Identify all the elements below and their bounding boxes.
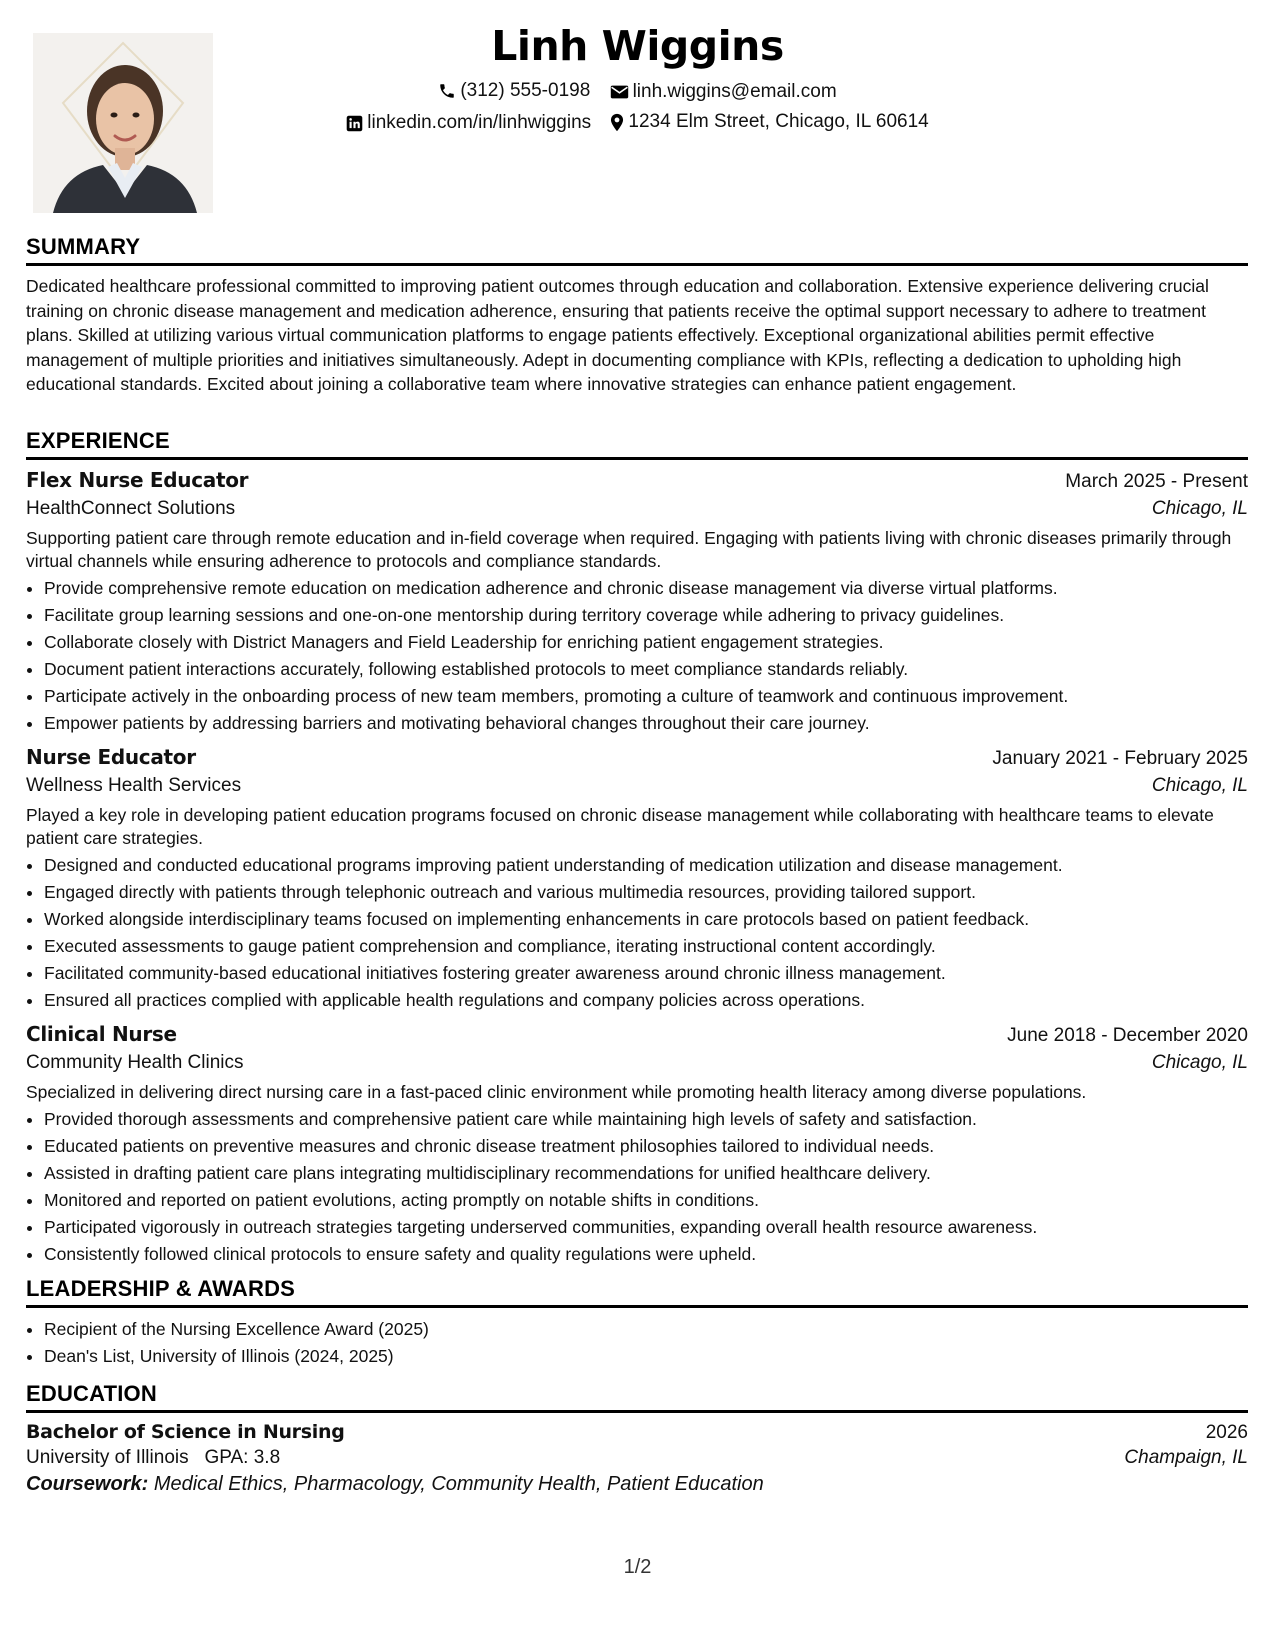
experience-heading: EXPERIENCE — [26, 428, 1248, 460]
summary-heading: SUMMARY — [26, 234, 1248, 266]
job-title: Nurse Educator — [26, 745, 196, 769]
list-item: • Assisted in drafting patient care plans integrating multidisciplinary recommendations for unified healthcare delivery. — [44, 1160, 1248, 1187]
school-info — [26, 1447, 280, 1469]
job-title: Flex Nurse Educator — [26, 468, 249, 492]
graduation-year: 2026 — [1205, 1422, 1248, 1443]
list-item: • Ensured all practices complied with applicable health regulations and company policies across operations. — [44, 987, 1248, 1014]
linkedin-icon — [346, 115, 363, 132]
gpa: GPA: 3.8 — [204, 1447, 281, 1468]
contact-line-primary — [0, 80, 1275, 106]
map-pin-icon — [610, 113, 624, 132]
school-name: University of Illinois — [26, 1447, 189, 1468]
list-item: • Facilitated community-based educational initiatives fostering greater awareness around chronic illness management. — [44, 960, 1248, 987]
job-entry — [26, 745, 1248, 1014]
list-item: • Executed assessments to gauge patient comprehension and compliance, iterating instructional content accordingly. — [44, 933, 1248, 960]
list-item: • Empower patients by addressing barriers and motivating behavioral changes throughout their care journey. — [44, 710, 1248, 737]
phone-text: (312) 555-0198 — [460, 80, 591, 101]
list-item: • Participated vigorously in outreach strategies targeting underserved communities, expanding overall health resource awareness. — [44, 1214, 1248, 1241]
coursework-list: Medical Ethics, Pharmacology, Community Health, Patient Education — [153, 1473, 764, 1495]
list-item: • Educated patients on preventive measures and chronic disease treatment philosophies tailored to individual needs. — [44, 1133, 1248, 1160]
envelope-icon — [610, 84, 629, 100]
school-location: Champaign, IL — [1124, 1447, 1248, 1468]
awards-list — [26, 1316, 1248, 1370]
summary-section — [26, 234, 1248, 397]
list-item: • Designed and conducted educational programs improving patient understanding of medication utilization and disease management. — [44, 852, 1248, 879]
list-item: • Consistently followed clinical protocols to ensure safety and quality regulations were upheld. — [44, 1241, 1248, 1268]
list-item: • Recipient of the Nursing Excellence Award (2025) — [44, 1316, 1248, 1343]
candidate-name: Linh Wiggins — [491, 22, 784, 70]
coursework — [26, 1473, 1248, 1496]
job-location: Chicago, IL — [1151, 498, 1248, 519]
job-bullets — [26, 1106, 1248, 1268]
list-item: • Engaged directly with patients through telephonic outreach and various multimedia resources, providing tailored support. — [44, 879, 1248, 906]
awards-section — [26, 1276, 1248, 1370]
degree-title: Bachelor of Science in Nursing — [26, 1421, 345, 1443]
address-text: 1234 Elm Street, Chicago, IL 60614 — [628, 111, 929, 132]
list-item: • Provided thorough assessments and comprehensive patient care while maintaining high levels of safety and satisfaction. — [44, 1106, 1248, 1133]
job-description: Played a key role in developing patient education programs focused on chronic disease management while collaborating with healthcare teams to elevate patient care strategies. — [26, 805, 1214, 848]
list-item: • Provide comprehensive remote education on medication adherence and chronic disease management via diverse virtual platforms. — [44, 575, 1248, 602]
phone-icon — [438, 82, 456, 100]
job-location: Chicago, IL — [1151, 775, 1248, 796]
contact-phone[interactable] — [438, 80, 590, 102]
list-item: • Collaborate closely with District Managers and Field Leadership for enriching patient engagement strategies. — [44, 629, 1248, 656]
email-text: linh.wiggins@email.com — [632, 81, 837, 102]
job-location: Chicago, IL — [1151, 1052, 1248, 1073]
job-company: Community Health Clinics — [26, 1052, 244, 1073]
education-section — [26, 1381, 1248, 1496]
list-item: • Document patient interactions accurately, following established protocols to meet compliance standards reliably. — [44, 656, 1248, 683]
job-company: Wellness Health Services — [26, 775, 242, 796]
job-entry — [26, 1022, 1248, 1268]
page-number: 1/2 — [623, 1556, 652, 1578]
job-description: Specialized in delivering direct nursing care in a fast-paced clinic environment while promoting health literacy among diverse populations. — [26, 1082, 1087, 1102]
list-item: • Participate actively in the onboarding process of new team members, promoting a culture of teamwork and continuous improvement. — [44, 683, 1248, 710]
list-item: • Dean's List, University of Illinois (2024, 2025) — [44, 1343, 1248, 1370]
job-bullets — [26, 575, 1248, 737]
job-dates: June 2018 - December 2020 — [1007, 1025, 1248, 1046]
contact-address — [610, 111, 928, 133]
experience-section — [26, 428, 1248, 1276]
job-dates: January 2021 - February 2025 — [992, 748, 1248, 769]
list-item: • Facilitate group learning sessions and one-on-one mentorship during territory coverage while adhering to privacy guidelines. — [44, 602, 1248, 629]
job-title: Clinical Nurse — [26, 1022, 177, 1046]
job-bullets — [26, 852, 1248, 1014]
job-entry — [26, 468, 1248, 737]
awards-heading: LEADERSHIP & AWARDS — [26, 1276, 1248, 1308]
contact-line-secondary — [0, 111, 1275, 138]
job-company: HealthConnect Solutions — [26, 498, 236, 519]
education-heading: EDUCATION — [26, 1381, 1248, 1413]
linkedin-text: linkedin.com/in/linhwiggins — [367, 112, 592, 133]
coursework-label: Coursework: — [26, 1473, 149, 1495]
summary-text: Dedicated healthcare professional committed to improving patient outcomes through education and collaboration. Extensive experience delivering crucial training on chronic disease management and medication adherence, ensuring that patients receive the optimal support necessary to adhere to treatment plans. Skilled at utilizing various virtual communication platforms to engage patients effectively. Exceptional organizational abilities permit effective management of multiple priorities and initiatives simultaneously. Adept in documenting compliance with KPIs, reflecting a dedication to upholding high educational standards. Excited about joining a collaborative team where innovative strategies can enhance patient engagement. — [26, 276, 1209, 394]
contact-email[interactable] — [610, 81, 837, 103]
contact-linkedin[interactable] — [346, 112, 591, 134]
list-item: • Worked alongside interdisciplinary teams focused on implementing enhancements in care protocols based on patient feedback. — [44, 906, 1248, 933]
job-dates: March 2025 - Present — [1065, 471, 1248, 492]
list-item: • Monitored and reported on patient evolutions, acting promptly on notable shifts in conditions. — [44, 1187, 1248, 1214]
job-description: Supporting patient care through remote education and in-field coverage when required. Engaging with patients living with chronic diseases primarily through virtual channels while ensuring adherence to protocols and compliance standards. — [26, 528, 1232, 571]
